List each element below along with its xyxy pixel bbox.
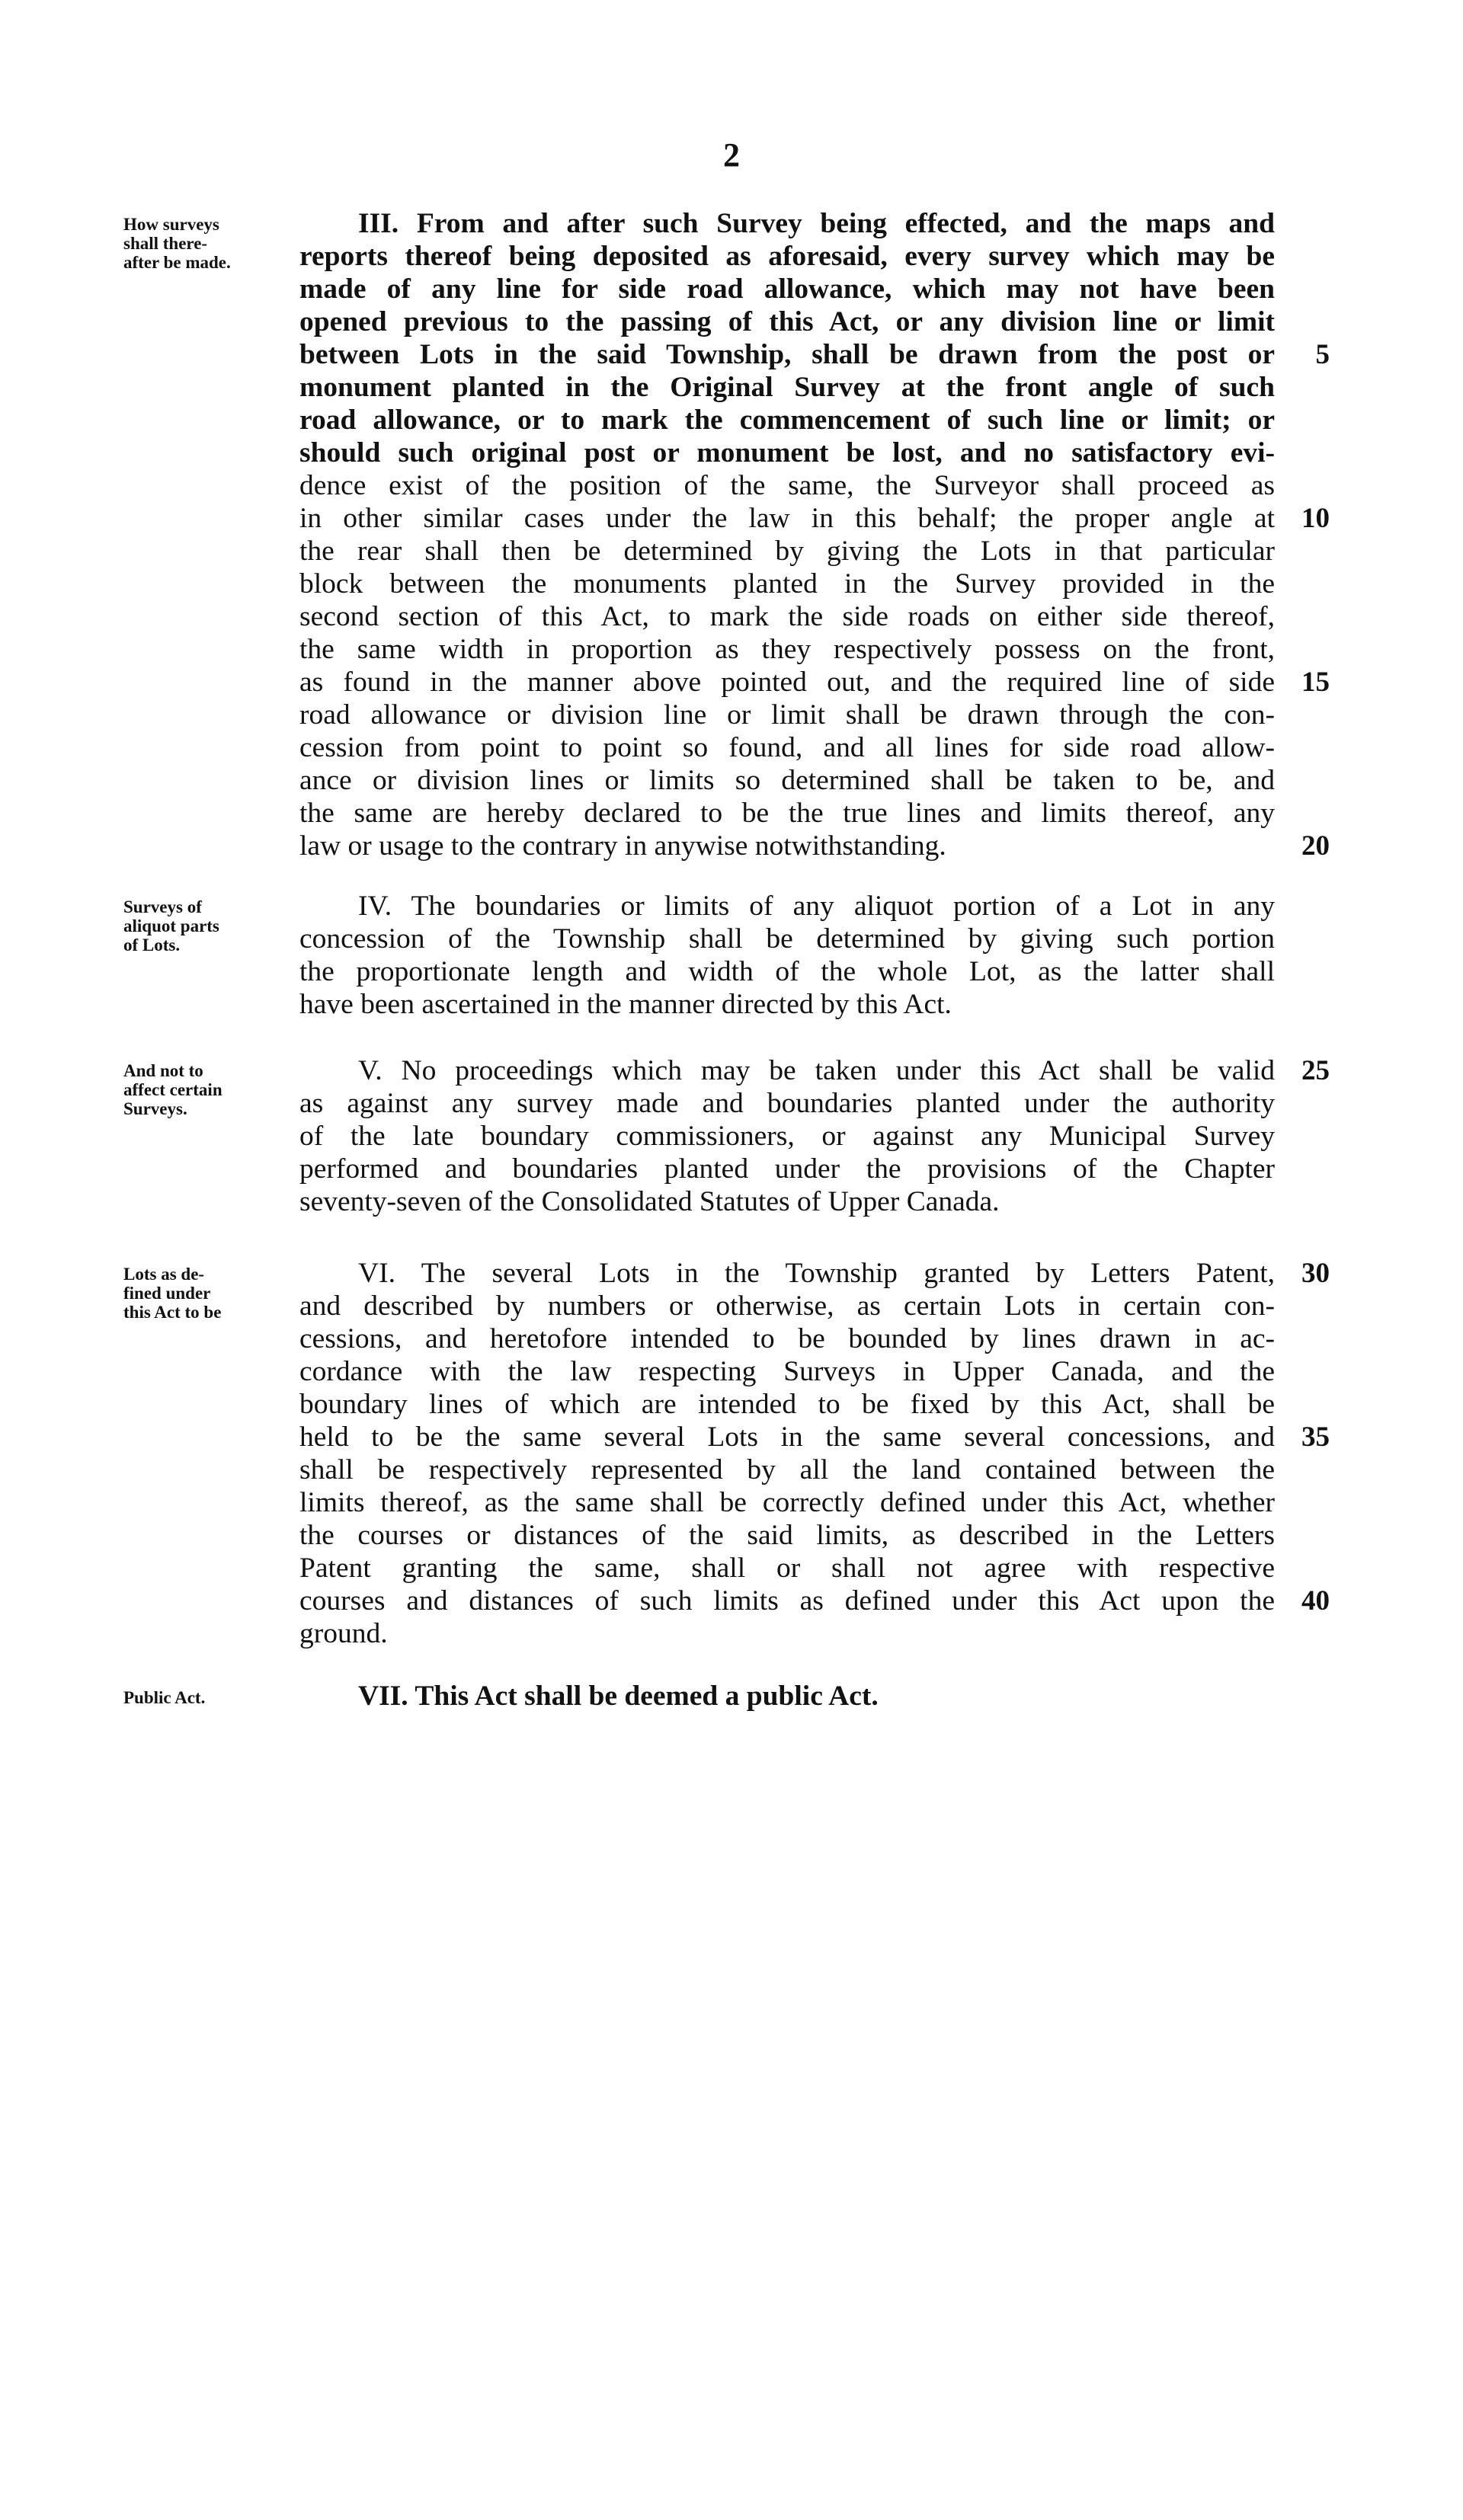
body-line: opened previous to the passing of this Act, or any division line or limit (299, 306, 1275, 337)
body-line: III. From and after such Survey being effected, and the maps and (358, 208, 1275, 239)
body-line: the same width in proportion as they respectively possess on the front, (299, 634, 1275, 665)
margin-note-line: Public Act. (123, 1688, 206, 1707)
body-line: road allowance, or to mark the commencement of such line or limit; or (299, 405, 1275, 436)
margin-note (123, 215, 287, 272)
body-line: in other similar cases under the law in this behalf; the proper angle at (299, 503, 1275, 534)
body-line: cession from point to point so found, and all lines for side road allow- (299, 732, 1275, 763)
body-line: second section of this Act, to mark the side roads on either side thereof, (299, 601, 1275, 632)
body-line: the proportionate length and width of the whole Lot, as the latter shall (299, 956, 1275, 987)
body-line: IV. The boundaries or limits of any aliquot portion of a Lot in any (358, 891, 1275, 922)
margin-note-line: this Act to be (123, 1303, 222, 1322)
body-line: as against any survey made and boundaries planted under the authority (299, 1088, 1275, 1119)
line-number: 20 (1301, 830, 1330, 862)
margin-note (123, 1061, 287, 1118)
body-line: ance or division lines or limits so determined shall be taken to be, and (299, 765, 1275, 796)
margin-note (123, 1265, 287, 1322)
body-line: as found in the manner above pointed out, and the required line of side (299, 667, 1275, 698)
body-line: performed and boundaries planted under the provisions of the Chapter (299, 1153, 1275, 1185)
margin-note-line: And not to (123, 1061, 203, 1080)
body-line: Patent granting the same, shall or shall not agree with respective (299, 1553, 1275, 1584)
body-line: should such original post or monument be lost, and no satisfactory evi- (299, 437, 1275, 469)
margin-note-line: aliquot parts (123, 916, 219, 935)
body-line: concession of the Township shall be determined by giving such portion (299, 923, 1275, 955)
margin-note-line: fined under (123, 1284, 211, 1303)
margin-note-line: affect certain (123, 1080, 222, 1099)
body-line: block between the monuments planted in the Survey provided in the (299, 568, 1275, 600)
line-number: 5 (1315, 339, 1330, 370)
line-number: 15 (1301, 667, 1330, 698)
body-line: limits thereof, as the same shall be correctly defined under this Act, whether (299, 1487, 1275, 1518)
margin-note (123, 1688, 287, 1707)
body-line: have been ascertained in the manner directed by this Act. (299, 989, 952, 1020)
body-line: courses and distances of such limits as defined under this Act upon the (299, 1585, 1275, 1617)
body-line: seventy-seven of the Consolidated Statutes of Upper Canada. (299, 1186, 1000, 1217)
body-line: ground. (299, 1618, 388, 1649)
body-line: monument planted in the Original Survey at the front angle of such (299, 372, 1275, 403)
line-number: 40 (1301, 1585, 1330, 1617)
line-number: 35 (1301, 1421, 1330, 1453)
margin-note-line: Lots as de- (123, 1265, 205, 1284)
body-line: cordance with the law respecting Surveys in Upper Canada, and the (299, 1356, 1275, 1387)
body-line: boundary lines of which are intended to be fixed by this Act, shall be (299, 1389, 1275, 1420)
margin-note-line: How surveys (123, 215, 219, 234)
body-line: road allowance or division line or limit shall be drawn through the con- (299, 699, 1275, 731)
body-line: shall be respectively represented by all the land contained between the (299, 1454, 1275, 1485)
body-line: the same are hereby declared to be the true lines and limits thereof, any (299, 798, 1275, 829)
body-line: dence exist of the position of the same, the Surveyor shall proceed as (299, 470, 1275, 501)
body-line: VI. The several Lots in the Township granted by Letters Patent, (358, 1258, 1275, 1289)
line-number: 30 (1301, 1258, 1330, 1289)
page-number: 2 (723, 136, 740, 174)
margin-note-line: of Lots. (123, 935, 181, 955)
line-number: 25 (1301, 1055, 1330, 1086)
margin-note-line: Surveys of (123, 897, 202, 916)
body-line: and described by numbers or otherwise, as certain Lots in certain con- (299, 1290, 1275, 1322)
body-line: the courses or distances of the said limits, as described in the Letters (299, 1520, 1275, 1551)
body-line: VII. This Act shall be deemed a public Act. (358, 1681, 879, 1712)
margin-note-line: shall there- (123, 234, 208, 253)
body-line: reports thereof being deposited as aforesaid, every survey which may be (299, 241, 1275, 272)
body-line: V. No proceedings which may be taken under this Act shall be valid (358, 1055, 1275, 1086)
margin-note-line: Surveys. (123, 1099, 187, 1118)
margin-note-line: after be made. (123, 253, 231, 272)
body-line: the rear shall then be determined by giving the Lots in that particular (299, 536, 1275, 567)
margin-note (123, 897, 287, 955)
body-line: of the late boundary commissioners, or against any Municipal Survey (299, 1121, 1275, 1152)
body-line: between Lots in the said Township, shall be drawn from the post or (299, 339, 1275, 370)
body-line: made of any line for side road allowance, which may not have been (299, 273, 1275, 305)
body-line: cessions, and heretofore intended to be bounded by lines drawn in ac- (299, 1323, 1275, 1354)
line-number: 10 (1301, 503, 1330, 534)
body-line: held to be the same several Lots in the same several concessions, and (299, 1421, 1275, 1453)
body-line: law or usage to the contrary in anywise notwithstanding. (299, 830, 946, 862)
